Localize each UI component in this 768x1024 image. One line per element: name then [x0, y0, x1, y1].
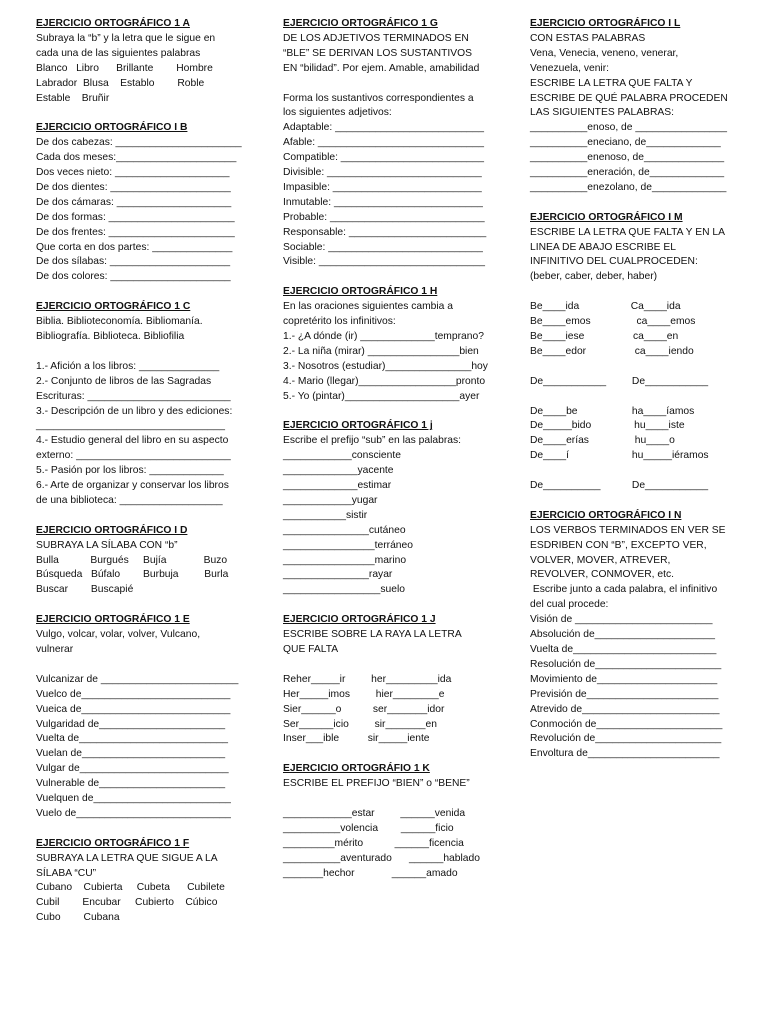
- exercise-title: EJERCICIO ORTOGRÁFICO 1 J: [283, 614, 436, 626]
- exercise-line: De____be ha____íamos: [530, 405, 695, 417]
- exercise-line: Vulgar de__________________________: [36, 763, 229, 775]
- exercise-line: Cubil Encubar Cubierto Cúbico: [36, 897, 218, 909]
- exercise-title: EJERCICIO ORTOGRÁFICO 1 j: [283, 420, 433, 432]
- exercise-line: Be____ida Ca____ida: [530, 301, 681, 313]
- exercise-line: Vulgaridad de______________________: [36, 718, 226, 730]
- exercise-line: Vena, Venecia, veneno, venerar,: [530, 47, 679, 59]
- exercise-line: ESDRIBEN CON “B”, EXCEPTO VER,: [530, 539, 707, 551]
- exercise-line: _____________estimar: [283, 480, 392, 492]
- exercise-title: EJERCICIO ORTOGRÁFICO 1 G: [283, 18, 438, 29]
- exercise-line: Venezuela, venir:: [530, 62, 609, 74]
- exercise-line: Escribe el prefijo “sub” en las palabras:: [283, 435, 461, 447]
- exercise-line: __________eneciano, de_____________: [530, 137, 721, 149]
- exercise-line: Labrador Blusa Establo Roble: [36, 77, 205, 89]
- exercise-line: Atrevido de________________________: [530, 703, 720, 715]
- exercise-line: Be____edor ca____iendo: [530, 345, 694, 357]
- exercise-line: De____erías hu____o: [530, 435, 675, 447]
- exercise-line: Envoltura de_______________________: [530, 748, 720, 760]
- exercise-line: Vuelta de_________________________: [530, 643, 717, 655]
- exercise-line: De dos colores: _____________________: [36, 271, 231, 283]
- column-3: [530, 17, 740, 777]
- column-1: [36, 17, 248, 941]
- exercise-line: Vuelco de__________________________: [36, 688, 231, 700]
- exercise-line: __________enoso, de ________________: [530, 122, 727, 134]
- exercise-line: Absolución de_____________________: [530, 629, 715, 641]
- exercise-title: EJERCICIO ORTOGRÁFIO 1 K: [283, 763, 430, 775]
- exercise-line: REVOLVER, CONMOVER, etc.: [530, 569, 674, 581]
- exercise-line: De dos formas: ______________________: [36, 211, 235, 223]
- exercise-line: Visible: _____________________________: [283, 256, 485, 268]
- exercise-line: __________volencia ______ficio: [283, 822, 454, 834]
- exercise-line: Vulgo, volcar, volar, volver, Vulcano,: [36, 629, 201, 641]
- exercise-line: Be____emos ca____emos: [530, 316, 696, 328]
- exercise-section: [283, 613, 503, 747]
- exercise-line: Vuelan de_________________________: [36, 748, 226, 760]
- exercise-line: 2.- La niña (mirar) ________________bien: [283, 345, 479, 357]
- exercise-section: [36, 613, 248, 822]
- exercise-line: Escrituras: _________________________: [36, 390, 231, 402]
- exercise-line: 3.- Descripción de un libro y des ediciones:: [36, 405, 233, 417]
- exercise-line: Inmutable: __________________________: [283, 196, 483, 208]
- exercise-section: [283, 285, 503, 404]
- exercise-line: VOLVER, MOVER, ATREVER,: [530, 554, 671, 566]
- exercise-line: Adaptable: __________________________: [283, 122, 484, 134]
- exercise-title: EJERCICIO ORTOGRÁFICO I D: [36, 524, 188, 536]
- exercise-line: ________________terráneo: [283, 539, 413, 551]
- exercise-line: Estable Bruñir: [36, 92, 110, 104]
- exercise-line: __________eneración, de_____________: [530, 167, 725, 179]
- exercise-line: __________enezolano, de_____________: [530, 181, 727, 193]
- exercise-line: Conmoción de______________________: [530, 718, 723, 730]
- blank-line: [530, 360, 740, 375]
- exercise-line: Bulla Burgués Bujía Buzo: [36, 554, 228, 566]
- exercise-section: [530, 17, 740, 196]
- exercise-line: Ser______icio sir_______en: [283, 718, 437, 730]
- exercise-line: los siguientes adjetivos:: [283, 107, 392, 119]
- exercise-title: EJERCICIO ORTOGRÁFICO I N: [530, 509, 682, 521]
- exercise-line: ESCRIBE DE QUÉ PALABRA PROCEDEN: [530, 92, 728, 104]
- exercise-line: __________aventurado ______hablado: [283, 852, 480, 864]
- exercise-line: 6.- Arte de organizar y conservar los libros: [36, 480, 229, 492]
- exercise-line: Subraya la “b” y la letra que le sigue en: [36, 32, 216, 44]
- exercise-line: Responsable: ________________________: [283, 226, 487, 238]
- exercise-line: LINEA DE ABAJO ESCRIBE EL: [530, 241, 676, 253]
- exercise-line: Buscar Buscapié: [36, 584, 134, 596]
- exercise-line: Blanco Libro Brillante Hombre: [36, 62, 213, 74]
- exercise-title: EJERCICIO ORTOGRÁFICO 1 H: [283, 286, 438, 298]
- exercise-line: De dos cabezas: ______________________: [36, 137, 242, 149]
- exercise-line: _________________________________: [36, 420, 225, 432]
- exercise-line: _______hechor ______amado: [283, 867, 458, 879]
- exercise-line: Cubo Cubana: [36, 912, 120, 924]
- exercise-line: Impasible: __________________________: [283, 181, 482, 193]
- exercise-line: ESCRIBE LA LETRA QUE FALTA Y: [530, 77, 693, 89]
- exercise-line: Vulnerable de______________________: [36, 778, 226, 790]
- exercise-line: copretérito los infinitivos:: [283, 316, 396, 328]
- exercise-line: Sier______o ser_______idor: [283, 703, 445, 715]
- exercise-line: vulnerar: [36, 643, 74, 655]
- exercise-line: Afable: _____________________________: [283, 137, 484, 149]
- exercise-line: 5.- Yo (pintar)____________________ayer: [283, 390, 480, 402]
- exercise-line: QUE FALTA: [283, 644, 339, 655]
- blank-line: [283, 658, 503, 673]
- exercise-line: ____________consciente: [283, 450, 401, 462]
- exercise-section: [283, 762, 503, 881]
- exercise-line: Divisible: ___________________________: [283, 167, 482, 179]
- exercise-section: [530, 509, 740, 762]
- exercise-line: Vueica de__________________________: [36, 703, 231, 715]
- exercise-line: ESCRIBE LA LETRA QUE FALTA Y EN LA: [530, 226, 725, 238]
- exercise-line: De____í hu_____iéramos: [530, 450, 709, 462]
- exercise-line: 1.- ¿A dónde (ir) _____________temprano?: [283, 331, 484, 342]
- exercise-title: EJERCICIO ORTOGRÁFICO I B: [36, 122, 188, 134]
- exercise-line: 4.- Estudio general del libro en su aspecto: [36, 435, 229, 447]
- exercise-line: SUBRAYA LA SÍLABA CON “b”: [36, 539, 178, 551]
- exercise-line: En las oraciones siguientes cambia a: [283, 301, 453, 313]
- blank-line: [36, 658, 248, 673]
- exercise-line: Probable: ___________________________: [283, 211, 485, 223]
- exercise-line: 2.- Conjunto de libros de las Sagradas: [36, 375, 212, 387]
- exercise-line: De dos frentes: ______________________: [36, 226, 235, 238]
- exercise-line: ____________yugar: [283, 494, 378, 506]
- exercise-line: Cada dos meses:_____________________: [36, 152, 237, 164]
- exercise-line: Dos veces nieto: ____________________: [36, 167, 230, 179]
- exercise-section: [283, 17, 503, 270]
- exercise-line: 1.- Afición a los libros: ______________: [36, 360, 220, 372]
- blank-line: [530, 285, 740, 300]
- exercise-line: Inser___ible sir_____iente: [283, 733, 430, 745]
- exercise-line: “BLE” SE DERIVAN LOS SUSTANTIVOS: [283, 47, 473, 59]
- exercise-line: 4.- Mario (llegar)_________________pronto: [283, 375, 486, 387]
- exercise-line: _____________yacente: [283, 465, 394, 477]
- exercise-line: De___________ De___________: [530, 375, 709, 387]
- exercise-line: _________________suelo: [283, 584, 405, 596]
- exercise-line: 5.- Pasión por los libros: _____________: [36, 465, 224, 477]
- exercise-section: [283, 419, 503, 598]
- exercise-section: [36, 837, 248, 926]
- exercise-line: Revolución de______________________: [530, 733, 722, 745]
- exercise-line: __________enenoso, de______________: [530, 152, 725, 164]
- exercise-line: Vulcanizar de ________________________: [36, 673, 239, 685]
- exercise-line: Vuelquen de________________________: [36, 793, 231, 805]
- exercise-title: EJERCICIO ORTOGRÁFICO I L: [530, 18, 681, 29]
- exercise-line: INFINITIVO DEL CUALPROCEDEN:: [530, 256, 698, 268]
- exercise-line: Reher_____ir her_________ida: [283, 673, 452, 685]
- exercise-line: Movimiento de_____________________: [530, 673, 718, 685]
- exercise-section: [36, 17, 248, 106]
- exercise-line: Previsión de_______________________: [530, 688, 719, 700]
- exercise-line: Be____iese ca____en: [530, 331, 679, 342]
- exercise-line: De dos cámaras: ____________________: [36, 196, 232, 208]
- exercise-line: De dos dientes: _____________________: [36, 181, 231, 193]
- exercise-line: Resolución de______________________: [530, 658, 722, 670]
- exercise-title: EJERCICIO ORTOGRÁFICO 1 A: [36, 18, 190, 29]
- exercise-line: Visión de ________________________: [530, 614, 713, 626]
- exercise-line: _______________cutáneo: [283, 524, 406, 536]
- exercise-line: Vuelta de__________________________: [36, 733, 229, 745]
- blank-line: [530, 390, 740, 405]
- exercise-section: [530, 211, 740, 494]
- exercise-line: Búsqueda Búfalo Burbuja Burla: [36, 569, 229, 581]
- exercise-line: cada una de las siguientes palabras: [36, 47, 201, 59]
- exercise-line: Biblia. Biblioteconomía. Bibliomanía.: [36, 316, 203, 328]
- exercise-title: EJERCICIO ORTOGRÁFICO 1 E: [36, 614, 190, 626]
- column-2: [283, 17, 503, 896]
- blank-line: [283, 792, 503, 807]
- exercise-line: Vuelo de___________________________: [36, 807, 231, 819]
- exercise-line: DE LOS ADJETIVOS TERMINADOS EN: [283, 32, 469, 44]
- exercise-line: ESCRIBE SOBRE LA RAYA LA LETRA: [283, 629, 462, 641]
- exercise-line: Sociable: ___________________________: [283, 241, 483, 253]
- exercise-line: _______________rayar: [283, 569, 393, 581]
- exercise-line: 3.- Nosotros (estudiar)_______________hoy: [283, 360, 488, 372]
- exercise-line: ____________estar ______venida: [283, 807, 466, 819]
- exercise-title: EJERCICIO ORTOGRÁFICO I M: [530, 211, 683, 223]
- exercise-line: externo: ___________________________: [36, 450, 231, 462]
- exercise-line: De_____bido hu____iste: [530, 420, 685, 432]
- exercise-line: SUBRAYA LA LETRA QUE SIGUE A LA: [36, 852, 218, 864]
- exercise-line: Bibliografía. Biblioteca. Bibliofilia: [36, 331, 185, 342]
- exercise-line: De__________ De___________: [530, 480, 709, 492]
- exercise-line: CON ESTAS PALABRAS: [530, 32, 646, 44]
- exercise-title: EJERCICIO ORTOGRÁFICO 1 C: [36, 301, 191, 313]
- exercise-line: SÍLABA “CU”: [36, 867, 97, 879]
- exercise-line: _________mérito ______ficencia: [283, 837, 464, 849]
- blank-line: [36, 345, 248, 360]
- exercise-line: (beber, caber, deber, haber): [530, 271, 658, 283]
- exercise-section: [36, 524, 248, 599]
- exercise-line: ________________marino: [283, 554, 407, 566]
- exercise-line: de una biblioteca: __________________: [36, 494, 223, 506]
- exercise-line: ___________sistir: [283, 509, 368, 521]
- exercise-line: Her_____imos hier________e: [283, 688, 445, 700]
- exercise-line: ESCRIBE EL PREFIJO “BIEN” o “BENE”: [283, 778, 470, 790]
- exercise-line: Cubano Cubierta Cubeta Cubilete: [36, 882, 225, 894]
- exercise-section: [36, 121, 248, 285]
- exercise-line: Forma los sustantivos correspondientes a: [283, 92, 474, 104]
- blank-line: [283, 77, 503, 92]
- exercise-line: De dos sílabas: _____________________: [36, 256, 231, 268]
- exercise-section: [36, 300, 248, 509]
- exercise-title: EJERCICIO ORTOGRÁFICO 1 F: [36, 837, 190, 849]
- exercise-line: EN “bilidad”. Por ejem. Amable, amabilidad: [283, 62, 480, 74]
- exercise-line: Escribe junto a cada palabra, el infinitivo: [530, 584, 718, 596]
- exercise-line: LAS SIGUIENTES PALABRAS:: [530, 107, 675, 119]
- exercise-line: Que corta en dos partes: ______________: [36, 241, 233, 253]
- exercise-line: del cual procede:: [530, 599, 609, 611]
- blank-line: [530, 464, 740, 479]
- exercise-line: LOS VERBOS TERMINADOS EN VER SE: [530, 524, 726, 536]
- exercise-line: Compatible: _________________________: [283, 152, 484, 164]
